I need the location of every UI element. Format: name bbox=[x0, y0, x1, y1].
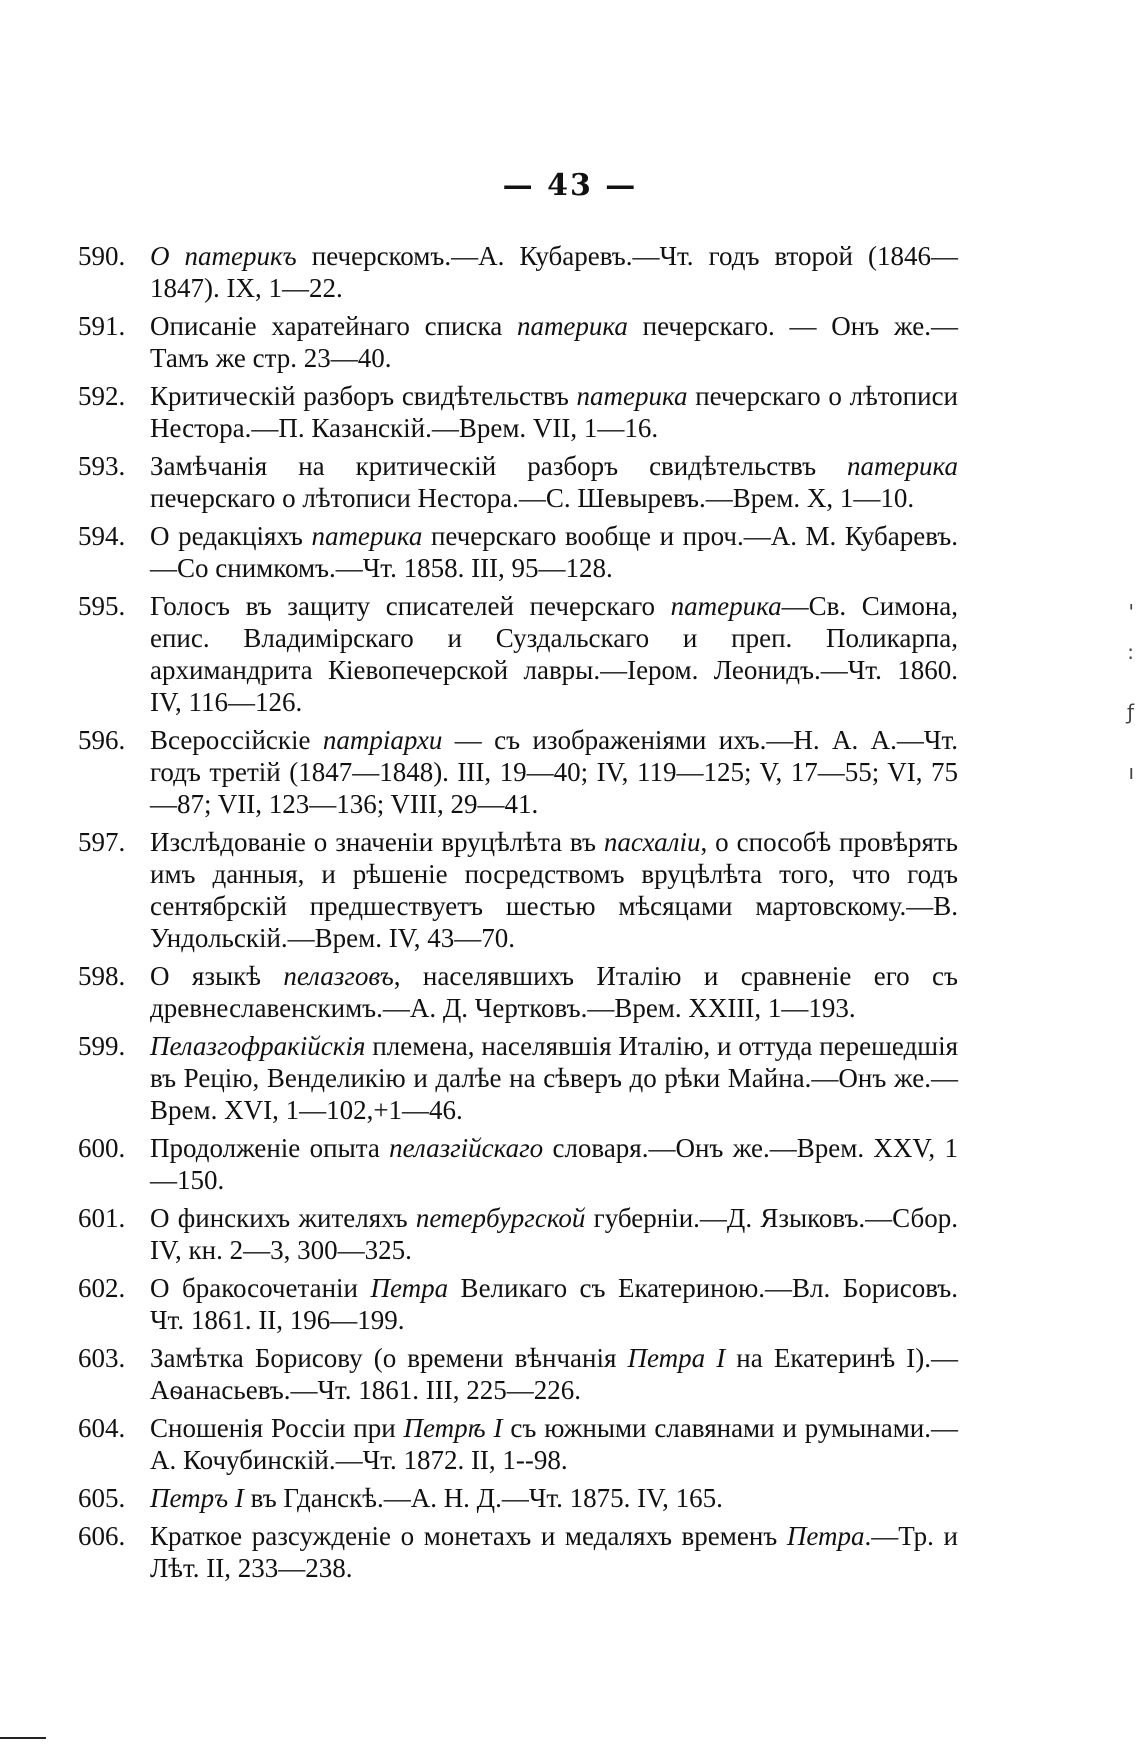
entry-text bbox=[150, 1031, 958, 1125]
italic-term: патерика bbox=[670, 591, 782, 621]
italic-term: Петра bbox=[786, 1521, 865, 1551]
page-edge-line bbox=[0, 1737, 46, 1739]
entry-600 bbox=[78, 1132, 958, 1196]
entry-text bbox=[150, 961, 958, 1023]
italic-term: пелазгійскаго bbox=[389, 1133, 544, 1163]
entry-text-part: Замѣчанія на критическій разборъ свидѣтельствъ bbox=[150, 451, 848, 481]
italic-term: патерика bbox=[311, 521, 423, 551]
entry-number: 593. bbox=[78, 451, 126, 481]
entry-text-part: Изслѣдованіе о значеніи вруцѣлѣта въ bbox=[150, 827, 604, 857]
italic-term: пасхаліи bbox=[603, 827, 701, 857]
entry-number: 597. bbox=[78, 827, 126, 857]
entry-text bbox=[150, 1343, 958, 1405]
entry-number: 602. bbox=[78, 1273, 126, 1303]
entry-text bbox=[150, 1273, 958, 1335]
entry-text-part: Всероссійскіе bbox=[150, 725, 323, 755]
entry-text bbox=[150, 1483, 723, 1513]
entry-text bbox=[150, 451, 958, 513]
entry-text bbox=[150, 1133, 958, 1195]
entry-594 bbox=[78, 520, 958, 584]
margin-mark: ' bbox=[1128, 600, 1134, 624]
italic-term: Петрѣ I bbox=[403, 1413, 503, 1443]
entry-text bbox=[150, 827, 958, 953]
entry-text-part: Великаго съ Екатериною.—Вл. Борисовъ. Чт. 1861. II, 196—199. bbox=[150, 1273, 958, 1335]
entry-text bbox=[150, 1203, 958, 1265]
italic-term: петербургской bbox=[415, 1203, 586, 1233]
entry-text-part: О бракосочетаніи bbox=[150, 1273, 371, 1303]
entry-598 bbox=[78, 960, 958, 1024]
entry-599 bbox=[78, 1030, 958, 1126]
entry-text-part: О редакціяхъ bbox=[150, 521, 312, 551]
entry-text-part: О финскихъ жителяхъ bbox=[150, 1203, 416, 1233]
entry-text-part: печерскаго о лѣтописи Нестора.—П. Казанскій.—Врем. VII, 1—16. bbox=[150, 381, 959, 443]
entry-595 bbox=[78, 590, 958, 718]
italic-term: Петра bbox=[370, 1273, 449, 1303]
entry-number: 600. bbox=[78, 1133, 126, 1163]
entry-number: 603. bbox=[78, 1343, 126, 1373]
italic-term: Петръ I bbox=[150, 1483, 244, 1513]
entry-text-part: печерскаго о лѣтописи Нестора.—С. Шевыревъ.—Врем. X, 1—10. bbox=[150, 483, 915, 513]
entry-text-part: Продолженіе опыта bbox=[150, 1133, 390, 1163]
entry-text-part: Сношенія Россіи при bbox=[150, 1413, 404, 1443]
entry-text-part: губерніи.—Д. Языковъ.—Сбор. IV, кн. 2—3, 300—325. bbox=[150, 1203, 959, 1265]
entry-number: 595. bbox=[78, 591, 126, 621]
italic-term: патерика bbox=[516, 311, 628, 341]
entry-602 bbox=[78, 1272, 958, 1336]
entry-text-part: печерскаго. — Онъ же.—Тамъ же стр. 23—40. bbox=[150, 311, 958, 373]
entry-number: 594. bbox=[78, 521, 126, 551]
entry-text-part: словаря.—Онъ же.—Врем. XXV, 1—150. bbox=[150, 1133, 959, 1195]
entry-603 bbox=[78, 1342, 958, 1406]
entry-text-part: , о способѣ провѣрять имъ данныя, и рѣшеніе посредствомъ вруцѣлѣта того, что годъ сентябрскій предшествуетъ шестью мѣсяцами мартовскому.—В. Ундольскій.—Врем. IV, 43—70. bbox=[150, 827, 958, 953]
italic-term: патріархи bbox=[322, 725, 443, 755]
entry-text-part: на Екатеринѣ I).—Аѳанасьевъ.—Чт. 1861. III, 225—226. bbox=[150, 1343, 958, 1405]
entry-text-part: , населявшихъ Италію и сравненіе его съ древнеславенскимъ.—А. Д. Чертковъ.—Врем. XXIII, 1—193. bbox=[150, 961, 958, 1023]
entry-text bbox=[150, 1521, 958, 1583]
entry-number: 601. bbox=[78, 1203, 126, 1233]
margin-mark: ƒ bbox=[1126, 700, 1134, 724]
entry-text bbox=[150, 725, 958, 819]
entry-text-part: Голосъ въ защиту списателей печерскаго bbox=[150, 591, 671, 621]
entry-601 bbox=[78, 1202, 958, 1266]
entry-text-part: племена, населявшія Италію, и оттуда перешедшія въ Рецію, Венделикію и далѣе на сѣверъ до рѣки Майна.—Онъ же.—Врем. XVI, 1—102,+1—46. bbox=[150, 1031, 958, 1125]
entry-number: 591. bbox=[78, 311, 126, 341]
entry-text-part: Замѣтка Борисову (о времени вѣнчанія bbox=[150, 1343, 628, 1373]
italic-term: патерика bbox=[576, 381, 688, 411]
entry-593 bbox=[78, 450, 958, 514]
italic-term: О патерикъ bbox=[150, 241, 297, 271]
entry-text-part: съ южными славянами и румынами.—А. Кочубинскій.—Чт. 1872. II, 1--98. bbox=[150, 1413, 959, 1475]
entry-text-part: печерскаго вообще и проч.—А. М. Кубаревъ.—Со снимкомъ.—Чт. 1858. III, 95—128. bbox=[150, 521, 958, 583]
margin-mark: : bbox=[1127, 640, 1134, 664]
entry-text-part: Критическій разборъ свидѣтельствъ bbox=[150, 381, 577, 411]
italic-term: пелазговъ bbox=[283, 961, 394, 991]
entry-592 bbox=[78, 380, 958, 444]
entry-606 bbox=[78, 1520, 958, 1584]
entry-591 bbox=[78, 310, 958, 374]
entry-590 bbox=[78, 240, 958, 304]
entry-text-part: печерскомъ.—А. Кубаревъ.—Чт. годъ второй (1846—1847). IX, 1—22. bbox=[150, 241, 958, 303]
entry-number: 606. bbox=[78, 1521, 126, 1551]
entry-number: 599. bbox=[78, 1031, 126, 1061]
entry-604 bbox=[78, 1412, 958, 1476]
entry-597 bbox=[78, 826, 958, 954]
entry-number: 592. bbox=[78, 381, 126, 411]
entry-605 bbox=[78, 1482, 958, 1514]
italic-term: Пелазгофракійскія bbox=[150, 1031, 366, 1061]
italic-term: Петра I bbox=[627, 1343, 726, 1373]
entry-text bbox=[150, 381, 958, 443]
entry-text bbox=[150, 521, 958, 583]
bibliography-list bbox=[78, 240, 958, 1590]
entry-text-part: — съ изображеніями ихъ.—Н. А. А.—Чт. годъ третій (1847—1848). III, 19—40; IV, 119—125; V, 17—55; VI, 75—87; VII, 123—136; VIII, 29—41. bbox=[150, 725, 958, 819]
entry-number: 590. bbox=[78, 241, 126, 271]
entry-text-part: .—Тр. и Лѣт. II, 233—238. bbox=[150, 1521, 958, 1583]
entry-number: 598. bbox=[78, 961, 126, 991]
page-number: — 43 — bbox=[502, 168, 638, 203]
entry-596 bbox=[78, 724, 958, 820]
margin-mark: ı bbox=[1128, 760, 1134, 784]
entry-text-part: О языкѣ bbox=[150, 961, 284, 991]
entry-text bbox=[150, 311, 958, 373]
entry-text-part: —Св. Симона, епис. Владимірскаго и Суздальскаго и преп. Поликарпа, архимандрита Кіевопечерской лавры.—Іером. Леонидъ.—Чт. 1860. IV, 116—126. bbox=[150, 591, 959, 717]
entry-number: 596. bbox=[78, 725, 126, 755]
entry-text bbox=[150, 591, 958, 717]
entry-text-part: въ Гданскѣ.—А. Н. Д.—Чт. 1875. IV, 165. bbox=[243, 1483, 723, 1513]
entry-number: 605. bbox=[78, 1483, 126, 1513]
entry-text-part: Описаніе харатейнаго списка bbox=[150, 311, 517, 341]
entry-text-part: Краткое разсужденіе о монетахъ и медаляхъ временъ bbox=[150, 1521, 787, 1551]
entry-text bbox=[150, 241, 958, 303]
entry-number: 604. bbox=[78, 1413, 126, 1443]
italic-term: патерика bbox=[847, 451, 958, 481]
entry-text bbox=[150, 1413, 958, 1475]
